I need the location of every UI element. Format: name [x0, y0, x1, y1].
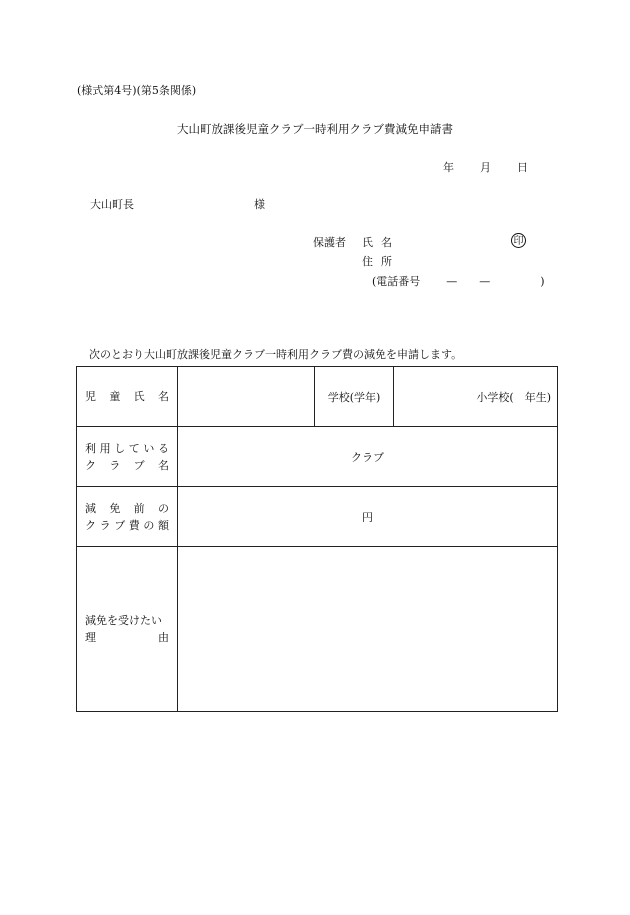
school-label: 学校(学年) — [315, 367, 394, 427]
addressee-name: 大山町長 — [90, 198, 134, 211]
row-club-fee — [77, 487, 558, 547]
reason-field[interactable] — [178, 547, 558, 712]
application-table — [76, 366, 558, 712]
guardian-address-label: 住所 — [362, 255, 400, 268]
guardian-label: 保護者 — [313, 236, 346, 249]
document-title: 大山町放課後児童クラブ一時利用クラブ費減免申請書 — [177, 122, 453, 136]
guardian-name-label: 氏名 — [362, 236, 400, 249]
seal-mark: 印 — [511, 233, 526, 248]
row-club-name — [77, 427, 558, 487]
school-field[interactable]: 小学校( 年生) — [394, 367, 558, 427]
reason-label-line1: 減免を受けたい — [85, 614, 162, 627]
phone-close: ) — [540, 275, 545, 288]
club-fee-field[interactable]: 円 — [178, 487, 558, 547]
child-name-label: 児 童 氏 名 — [77, 367, 178, 427]
intro-text: 次のとおり大山町放課後児童クラブ一時利用クラブ費の減免を申請します。 — [89, 348, 463, 361]
year-label: 年 — [443, 161, 454, 174]
addressee-honorific: 様 — [254, 198, 265, 211]
child-name-field[interactable] — [178, 367, 315, 427]
club-fee-label: 減 免 前 の ク ラ ブ 費 の 額 — [77, 487, 178, 547]
phone-number-line — [372, 276, 545, 287]
phone-label: (電話番号 — [372, 275, 421, 288]
phone-dash-1: — — [446, 275, 458, 288]
date-line — [443, 162, 528, 173]
phone-dash-2: — — [479, 275, 491, 288]
form-number: (様式第4号)(第5条関係) — [77, 84, 197, 97]
row-child-name — [77, 367, 558, 427]
row-reason — [77, 547, 558, 712]
day-label: 日 — [517, 161, 528, 174]
club-name-label: 利 用 し て い る ク ラ ブ 名 — [77, 427, 178, 487]
reason-label: 減免を受けたい 理 由 — [77, 547, 178, 712]
month-label: 月 — [480, 161, 491, 174]
club-name-field[interactable]: クラブ — [178, 427, 558, 487]
